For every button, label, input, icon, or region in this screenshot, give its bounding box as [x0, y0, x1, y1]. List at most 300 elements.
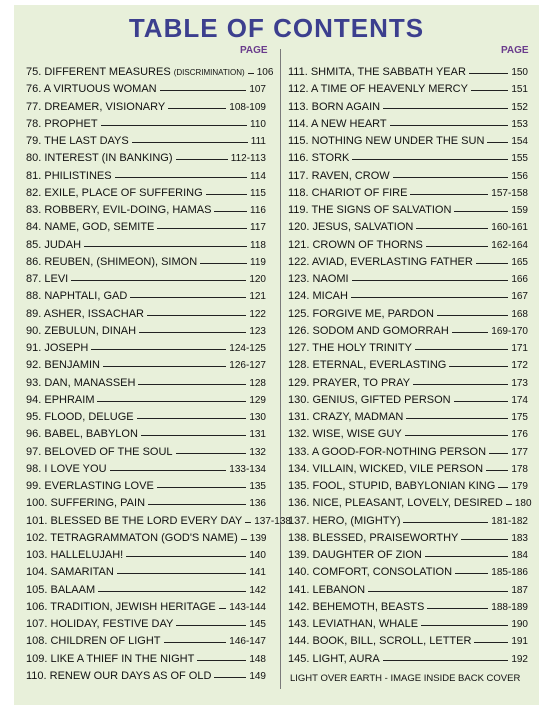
toc-entry-page: 107 [249, 84, 266, 96]
toc-entry-number: 90. [26, 324, 42, 337]
toc-entry-page: 122 [249, 308, 266, 320]
toc-entry-text: EPHRAIM [44, 393, 95, 406]
toc-entry-page: 184 [511, 550, 528, 561]
toc-entry-title [288, 409, 403, 426]
toc-entry-text: LIGHT, AURA [312, 652, 380, 665]
toc-entry-text: ROBBERY, EVIL-DOING, HAMAS [44, 204, 212, 216]
toc-entry [26, 444, 266, 461]
toc-entry-number: 78. [26, 117, 42, 130]
leader-line [437, 315, 508, 316]
leader-line [469, 73, 508, 74]
toc-entry-text: JESUS, SALVATION [312, 221, 414, 234]
toc-entry-number: 138. [288, 531, 310, 544]
toc-entry-page: 132 [249, 446, 266, 458]
toc-entry-text: BLESSED, PRAISEWORTHY [312, 531, 459, 544]
toc-entry-title [288, 564, 452, 581]
toc-entry-page: 141 [249, 567, 266, 579]
leader-line [383, 660, 509, 661]
toc-entry [288, 64, 528, 81]
toc-entry-number: 76. [26, 83, 42, 96]
toc-entry-text: A TIME OF HEAVENLY MERCY [311, 83, 468, 96]
toc-entry-text: THE HOLY TRINITY [312, 342, 412, 354]
toc-entry [288, 168, 528, 185]
leader-line [101, 125, 248, 126]
toc-entry [288, 547, 528, 564]
toc-entry-page: 160-161 [491, 222, 528, 234]
toc-entry-number: 77. [26, 100, 42, 113]
leader-line [393, 177, 509, 178]
toc-entry [288, 150, 528, 167]
toc-entry [26, 495, 266, 512]
toc-entry-title [26, 375, 135, 392]
leader-line [164, 642, 227, 643]
toc-entry [26, 168, 266, 185]
leader-line [160, 90, 247, 91]
toc-entry [288, 340, 528, 357]
toc-entry-page: 115 [250, 187, 266, 199]
toc-entry-page: 139 [249, 532, 267, 544]
toc-entry-text: HERO, (MIGHTY) [312, 514, 401, 527]
leader-line [487, 142, 508, 143]
toc-entry-number: 120. [288, 221, 310, 234]
toc-entry [288, 616, 528, 633]
toc-entry [26, 461, 266, 478]
toc-entry-page: 133-134 [229, 463, 266, 475]
toc-entry-number: 118. [288, 186, 309, 199]
toc-entry-page: 168 [511, 308, 528, 320]
toc-entry-title [288, 495, 503, 512]
toc-entry-page: 180 [514, 498, 532, 510]
leader-line [498, 487, 508, 488]
toc-entry-text: PROPHET [44, 117, 98, 130]
toc-entry-number: 114. [288, 117, 309, 130]
leader-line [461, 539, 508, 540]
toc-entry [26, 651, 266, 668]
toc-entry [288, 599, 528, 616]
toc-entry-title [288, 444, 486, 461]
leader-line [241, 539, 247, 540]
toc-entry-title [288, 168, 390, 185]
toc-entry [26, 64, 274, 81]
toc-entry-text: FLOOD, DELUGE [44, 411, 134, 423]
toc-entry [288, 633, 528, 650]
toc-entry-title [288, 547, 422, 564]
page-column-label-left: PAGE [240, 45, 268, 56]
toc-entry-number: 79. [26, 135, 42, 147]
leader-line [117, 573, 246, 574]
leader-line [147, 315, 246, 316]
toc-entry-page: 165 [511, 256, 528, 268]
toc-entry-number: 128. [288, 359, 310, 372]
leader-line [426, 246, 488, 247]
toc-entry [26, 668, 266, 685]
toc-entry-title [26, 202, 211, 219]
toc-entry-number: 115. [288, 135, 309, 147]
leader-line [454, 211, 508, 212]
toc-entry-title [26, 461, 107, 478]
toc-entry [288, 444, 528, 461]
toc-entry-page: 135 [249, 481, 266, 492]
toc-entry-text: INTEREST (IN BANKING) [44, 152, 173, 165]
toc-entry-number: 97. [26, 445, 42, 458]
toc-entry-page: 167 [511, 291, 528, 303]
leader-line [115, 177, 247, 178]
toc-entry-text: THE SIGNS OF SALVATION [311, 204, 452, 216]
leader-line [130, 297, 246, 298]
toc-entry [26, 616, 266, 633]
toc-entry-number: 129. [288, 376, 310, 389]
toc-entry-page: 142 [249, 584, 266, 596]
toc-entry-title [26, 306, 144, 323]
toc-entry-text: LEVIATHAN, WHALE [312, 618, 419, 630]
toc-entry-title [288, 616, 418, 633]
toc-entry [26, 564, 266, 581]
toc-entry-page: 143-144 [229, 601, 266, 613]
toc-entry-text: JUDAH [44, 238, 82, 251]
toc-entry-text: CHARIOT OF FIRE [311, 186, 408, 199]
leader-line [168, 108, 226, 109]
toc-entry-number: 142. [288, 600, 310, 613]
toc-entry-page: 152 [511, 101, 528, 113]
toc-entry-text: A NEW HEART [311, 117, 387, 130]
toc-entry [26, 340, 266, 357]
toc-entry-page: 110 [250, 118, 266, 130]
toc-entry-title [26, 64, 245, 81]
leader-line [352, 159, 508, 160]
toc-entry-title [288, 64, 466, 81]
toc-entry-page: 108-109 [229, 101, 266, 113]
toc-entry-title [288, 599, 424, 616]
leader-line [403, 522, 488, 523]
toc-entry [26, 582, 266, 599]
toc-entry-text: BABEL, BABYLON [44, 428, 138, 441]
toc-entry [26, 392, 266, 409]
toc-entry-text: TRADITION, JEWISH HERITAGE [50, 600, 216, 613]
toc-entry [26, 254, 266, 271]
toc-entry-page: 177 [511, 446, 528, 458]
toc-entry-text: DIFFERENT MEASURES [44, 66, 171, 78]
toc-entry-number: 96. [26, 428, 42, 441]
toc-entry-title [288, 99, 380, 116]
leader-line [352, 280, 509, 281]
toc-entry [26, 633, 266, 650]
toc-entry-page: 183 [511, 532, 528, 544]
toc-entry-number: 132. [288, 428, 310, 441]
toc-entry-text: NAOMI [312, 273, 349, 285]
toc-entry-title [288, 323, 449, 340]
toc-entry-number: 134. [288, 462, 310, 475]
toc-entry [288, 495, 532, 512]
toc-entry-page: 130 [249, 412, 266, 423]
leader-line [91, 349, 226, 350]
toc-entry-page: 178 [511, 463, 528, 475]
leader-line [413, 384, 508, 385]
leader-line [157, 487, 247, 488]
leader-line [157, 228, 247, 229]
leader-line [421, 625, 508, 626]
toc-entry-page: 155 [511, 153, 528, 165]
toc-entry-number: 121. [288, 238, 310, 251]
toc-entry-text: LEBANON [312, 583, 366, 596]
toc-entry-title [26, 254, 197, 271]
toc-entry-title [26, 133, 129, 150]
toc-entry [288, 288, 528, 305]
toc-entry [26, 323, 266, 340]
toc-entry-page: 145 [249, 619, 266, 630]
toc-entry-text: SODOM AND GOMORRAH [312, 324, 449, 337]
toc-entry [288, 306, 528, 323]
toc-entry-page: 179 [511, 481, 528, 492]
leader-line [471, 90, 508, 91]
toc-entry-page: 172 [511, 360, 528, 372]
toc-entry-title [26, 668, 211, 685]
toc-entry [26, 219, 266, 236]
toc-entry-text: BEHEMOTH, BEASTS [312, 600, 425, 613]
toc-entry-number: 95. [26, 411, 42, 423]
toc-entry [288, 461, 528, 478]
toc-entry-title [288, 237, 423, 254]
toc-entry-number: 122. [288, 255, 310, 268]
toc-entry-title [26, 271, 68, 288]
toc-entry-number: 81. [26, 169, 42, 182]
toc-entry-number: 75. [26, 66, 42, 78]
toc-entry-number: 136. [288, 497, 310, 510]
leader-line [103, 366, 226, 367]
toc-entry-number: 127. [288, 342, 310, 354]
toc-entry [26, 271, 266, 288]
leader-line [206, 194, 247, 195]
leader-line [454, 401, 509, 402]
toc-entry-title [288, 288, 348, 305]
toc-entry-page: 150 [511, 67, 528, 78]
toc-entry-title [26, 168, 112, 185]
toc-entry-number: 139. [288, 549, 310, 561]
leader-line [425, 556, 508, 557]
toc-entry-number: 94. [26, 393, 42, 406]
leader-line [383, 108, 508, 109]
toc-entry-title [26, 99, 165, 116]
toc-entry-number: 100. [26, 497, 48, 510]
toc-entry-text: FOOL, STUPID, BABYLONIAN KING [312, 480, 496, 492]
toc-entry-text: EXILE, PLACE OF SUFFERING [44, 186, 203, 199]
toc-entry-number: 110. [26, 669, 47, 682]
leader-line [197, 660, 246, 661]
toc-entry [288, 375, 528, 392]
toc-entry [288, 219, 528, 236]
toc-entry-title [288, 81, 468, 98]
toc-entry [288, 185, 528, 202]
toc-entry-text: COMFORT, CONSOLATION [312, 566, 453, 579]
toc-entry-number: 119. [288, 204, 309, 216]
toc-entry [26, 375, 266, 392]
toc-entry [26, 357, 266, 374]
toc-entry-page: 114 [250, 170, 266, 182]
toc-entry-number: 109. [26, 652, 48, 665]
leader-line [416, 228, 488, 229]
leader-line [148, 504, 246, 505]
toc-entry [26, 426, 266, 443]
toc-entry-text: PHILISTINES [44, 169, 112, 182]
toc-entry-text: RENEW OUR DAYS AS OF OLD [49, 669, 212, 682]
toc-entry-text: ETERNAL, EVERLASTING [312, 359, 447, 372]
leader-line [476, 263, 508, 264]
leader-line [455, 573, 488, 574]
toc-entry-title [288, 392, 451, 409]
toc-entry-number: 104. [26, 566, 48, 579]
toc-entry [26, 150, 266, 167]
toc-entry [288, 237, 528, 254]
toc-entry-page: 192 [511, 653, 528, 665]
toc-entry-title [26, 340, 88, 357]
leader-line [98, 591, 246, 592]
toc-entry-text: A VIRTUOUS WOMAN [43, 83, 157, 96]
toc-entry-number: 107. [26, 618, 48, 630]
toc-entry-title [26, 599, 216, 616]
toc-entry-title [288, 185, 407, 202]
toc-entry-number: 91. [26, 342, 42, 354]
toc-entry-text: CHILDREN OF LIGHT [50, 635, 161, 648]
toc-entry-page: 124-125 [229, 343, 266, 354]
leader-line [176, 453, 247, 454]
toc-entry-page: 173 [511, 377, 528, 389]
toc-entry-title [288, 116, 387, 133]
toc-entry-text: THE LAST DAYS [44, 135, 129, 147]
toc-entry-text: TETRAGRAMMATON (GOD'S NAME) [50, 531, 238, 544]
toc-entry-text: NOTHING NEW UNDER THE SUN [311, 135, 485, 147]
leader-line [176, 625, 246, 626]
toc-entry-page: 111 [250, 136, 266, 147]
toc-entry [26, 185, 266, 202]
toc-entry [288, 99, 528, 116]
leader-line [405, 435, 509, 436]
toc-entry-title [288, 461, 483, 478]
toc-entry-page: 121 [249, 291, 266, 303]
toc-entry-title [26, 444, 173, 461]
toc-entry-number: 140. [288, 566, 310, 579]
toc-entry-title [26, 426, 138, 443]
toc-entry-number: 89. [26, 307, 42, 320]
toc-entry [26, 409, 266, 426]
toc-entry-title [26, 478, 154, 495]
toc-entry-text: LIKE A THIEF IN THE NIGHT [50, 652, 195, 665]
toc-entry [26, 530, 266, 547]
toc-entry-title [288, 271, 349, 288]
toc-entry-number: 105. [26, 583, 48, 596]
toc-entry-text: EVERLASTING LOVE [44, 480, 154, 492]
toc-entry-text: DREAMER, VISIONARY [44, 100, 166, 113]
toc-entry-text: NAPHTALI, GAD [44, 290, 128, 303]
toc-entry-text: RAVEN, CROW [311, 169, 390, 182]
page-column-label-right: PAGE [501, 45, 529, 56]
toc-entry-page: 157-158 [491, 187, 528, 199]
toc-entry [26, 237, 266, 254]
leader-line [138, 384, 246, 385]
toc-entry [288, 271, 528, 288]
toc-entry-page: 156 [511, 170, 528, 182]
toc-entry-text: SAMARITAN [50, 566, 114, 579]
toc-entry-text: SUFFERING, PAIN [50, 497, 146, 510]
toc-entry [26, 133, 266, 150]
toc-entry-page: 128 [249, 377, 266, 389]
toc-entry-title [288, 254, 473, 271]
leader-line [415, 349, 508, 350]
toc-entry-number: 130. [288, 393, 310, 406]
toc-entry-text: CROWN OF THORNS [312, 238, 423, 251]
toc-entry [288, 426, 528, 443]
leader-line [368, 591, 508, 592]
toc-entry-number: 103. [26, 549, 48, 561]
toc-entry-page: 126-127 [229, 360, 266, 372]
toc-entry-text: FORGIVE ME, PARDON [312, 307, 434, 320]
toc-entry-number: 116. [288, 152, 309, 165]
toc-entry-number: 98. [26, 462, 42, 475]
toc-entry-title [288, 633, 471, 650]
toc-entry-page: 159 [511, 205, 528, 216]
toc-entry-title [288, 582, 365, 599]
toc-entry [288, 116, 528, 133]
leader-line [245, 522, 251, 523]
toc-entry [288, 392, 528, 409]
toc-entry-page: 116 [250, 205, 266, 216]
toc-entry-page: 190 [511, 619, 528, 630]
toc-entry-text: BELOVED OF THE SOUL [44, 445, 173, 458]
toc-entry-title [26, 547, 123, 564]
toc-entry [26, 116, 266, 133]
leader-line [506, 504, 512, 505]
toc-entry-title [26, 582, 95, 599]
toc-entry-title [288, 202, 451, 219]
toc-entry-number: 86. [26, 255, 42, 268]
toc-column-right [288, 64, 532, 668]
toc-entry-title [26, 185, 203, 202]
toc-entry-number: 113. [288, 100, 309, 113]
toc-entry-title [288, 133, 484, 150]
toc-entry-number: 143. [288, 618, 310, 630]
leader-line [474, 642, 508, 643]
toc-entry-text: BENJAMIN [44, 359, 100, 372]
toc-entry-title [26, 651, 194, 668]
toc-entry-number: 85. [26, 238, 42, 251]
toc-entry [26, 99, 266, 116]
toc-entry-page: 188-189 [491, 601, 528, 613]
toc-entry [26, 547, 266, 564]
toc-entry-title [26, 288, 127, 305]
toc-entry-number: 84. [26, 221, 42, 234]
toc-entry-text: DAN, MANASSEH [44, 376, 136, 389]
toc-entry-text: STORK [311, 152, 350, 165]
toc-entry-page: 154 [511, 136, 528, 147]
toc-entry-page: 117 [250, 222, 266, 234]
toc-entry-page: 129 [249, 394, 266, 406]
toc-entry-text: HALLELUJAH! [50, 549, 124, 561]
leader-line [449, 366, 508, 367]
footer-note: LIGHT OVER EARTH - IMAGE INSIDE BACK COVER [290, 673, 521, 684]
leader-line [97, 401, 246, 402]
leader-line [248, 73, 254, 74]
toc-entry-number: 144. [288, 635, 310, 648]
toc-entry-title [288, 340, 412, 357]
toc-entry-number: 87. [26, 273, 42, 285]
toc-entry-number: 80. [26, 152, 42, 165]
leader-line [427, 608, 488, 609]
toc-entry-title [26, 495, 145, 512]
toc-entry-page: 136 [249, 498, 266, 510]
toc-entry-text: SHMITA, THE SABBATH YEAR [310, 66, 466, 78]
toc-entry-number: 124. [288, 290, 310, 303]
toc-entry-text: BALAAM [50, 583, 96, 596]
leader-line [126, 556, 246, 557]
toc-entry [26, 513, 291, 530]
